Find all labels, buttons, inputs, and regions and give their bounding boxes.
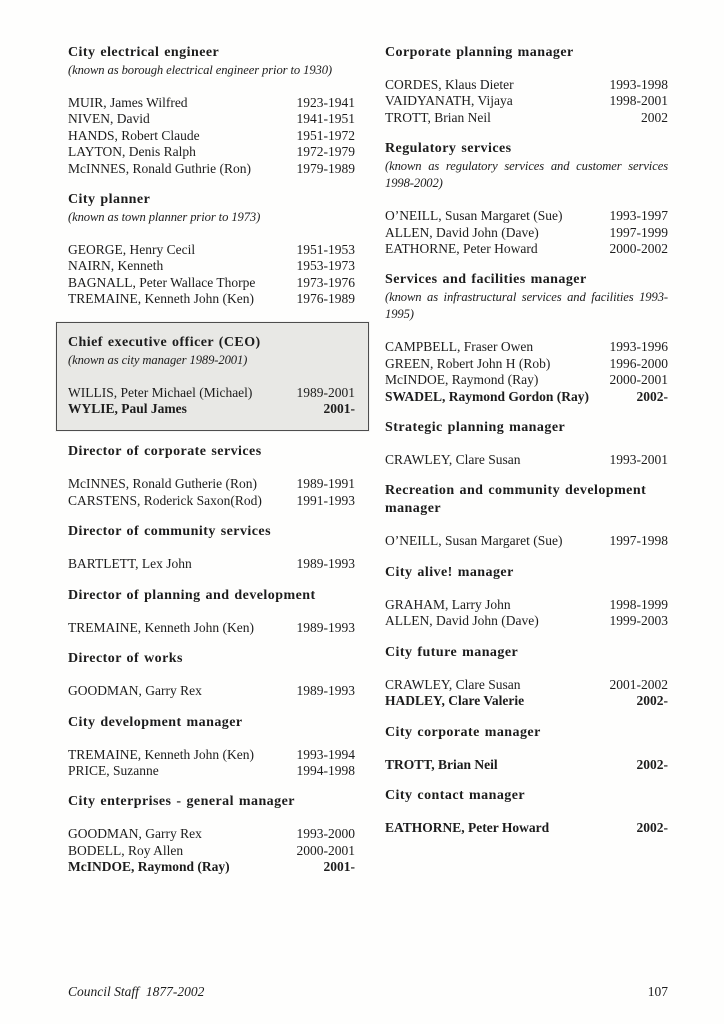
staff-entry [385,597,668,613]
staff-entry [68,843,355,859]
entries-list [68,242,355,308]
footer-book-title [68,984,204,1000]
section-note: (known as infrastructural services and facilities 1993-1995) [385,290,668,322]
staff-years: 1991-1993 [296,492,355,508]
section-title: City planner [68,192,151,208]
staff-years: 1972-1979 [296,144,355,160]
staff-entry [385,757,668,773]
section [68,650,355,699]
staff-years: 1979-1989 [296,160,355,176]
staff-name: EATHORNE, Peter Howard [385,241,538,257]
staff-years: 1951-1953 [296,242,355,258]
staff-name: GEORGE, Henry Cecil [68,242,196,258]
section [68,44,355,177]
section-title: City alive! manager [385,564,514,580]
staff-years: 1953-1973 [296,258,355,274]
staff-entry [385,452,668,468]
staff-name: WILLIS, Peter Michael (Michael) [68,384,253,400]
staff-name: BODELL, Roy Allen [68,842,184,858]
staff-name: CRAWLEY, Clare Susan [385,676,521,692]
staff-name: TREMAINE, Kenneth John (Ken) [68,619,254,635]
staff-entry [385,693,668,709]
entries-list [68,683,355,699]
staff-entry [385,372,668,388]
staff-years: 1989-1991 [296,476,355,492]
staff-entry [68,128,355,144]
staff-entry [68,258,355,274]
section-note: (known as borough electrical engineer prior to 1930) [68,63,333,77]
entries-list [385,77,668,126]
staff-name: McINNES, Ronald Gutherie (Ron) [68,476,257,492]
column-right [385,44,668,890]
staff-name: ALLEN, David John (Dave) [385,613,539,629]
staff-name: HANDS, Robert Claude [68,127,200,143]
staff-entry [68,161,355,177]
staff-entry [385,820,668,836]
staff-name: O’NEILL, Susan Margaret (Sue) [385,208,563,224]
staff-name: NAIRN, Kenneth [68,258,164,274]
staff-name: McINDOE, Raymond (Ray) [68,859,230,875]
staff-name: CORDES, Klaus Dieter [385,77,514,92]
staff-years: 1993-2001 [609,452,668,468]
staff-name: TREMAINE, Kenneth John (Ken) [68,291,254,307]
staff-years: 1997-1998 [609,533,668,549]
section-title: Recreation and community development manager [385,483,647,517]
staff-entry [68,242,355,258]
staff-name: BARTLETT, Lex John [68,556,192,572]
entries-list [385,208,668,257]
staff-name: CARSTENS, Roderick Saxon(Rod) [68,492,262,508]
section-title: Strategic planning manager [385,420,566,436]
section-title: Director of community services [68,524,271,540]
section-title: City enterprises - general manager [68,794,295,810]
staff-name: GREEN, Robert John H (Rob) [385,355,551,371]
staff-name: CAMPBELL, Fraser Owen [385,339,534,355]
entries-list [68,620,355,636]
section [385,482,668,549]
staff-entry [68,401,355,417]
section-title: Director of planning and development [68,587,316,603]
staff-name: TREMAINE, Kenneth John (Ken) [68,746,254,762]
staff-years: 1989-1993 [296,683,355,699]
staff-years: 1993-1998 [609,77,668,92]
staff-entry [385,225,668,241]
section [385,271,668,405]
staff-entry [385,93,668,109]
staff-entry [385,356,668,372]
staff-years: 1941-1951 [296,111,355,127]
staff-years: 2000-2002 [609,241,668,257]
section [385,44,668,126]
staff-name: WYLIE, Paul James [68,401,187,417]
section [68,793,355,875]
staff-entry [68,620,355,636]
staff-years: 1993-1996 [609,339,668,355]
staff-entry [385,77,668,93]
staff-entry [385,389,668,405]
entries-list [68,556,355,572]
staff-name: GOODMAN, Garry Rex [68,683,202,699]
staff-years: 1994-1998 [296,762,355,778]
staff-years: 2002- [636,693,668,709]
staff-years: 1989-2001 [296,384,355,400]
section-title: Chief executive officer (CEO) [68,334,261,350]
section [68,191,355,308]
staff-name: EATHORNE, Peter Howard [385,819,550,835]
footer [68,984,668,1000]
staff-name: PRICE, Suzanne [68,762,159,778]
section [68,443,355,509]
staff-entry [385,613,668,629]
staff-name: NIVEN, David [68,111,150,127]
staff-entry [68,826,355,842]
staff-name: HADLEY, Clare Valerie [385,693,525,709]
staff-entry [68,763,355,779]
staff-entry [68,556,355,572]
section [385,787,668,836]
staff-entry [68,144,355,160]
staff-years: 1998-2001 [609,93,668,109]
entries-list [385,677,668,710]
staff-years: 1997-1999 [609,224,668,240]
section-note: (known as regulatory services and customer services 1998-2002) [385,159,668,191]
staff-years: 1923-1941 [296,95,355,110]
entries-list [68,385,355,418]
entries-list [385,533,668,549]
staff-entry [68,683,355,699]
staff-entry [68,291,355,307]
entries-list [68,747,355,780]
staff-years: 2001- [323,859,355,875]
staff-entry [68,111,355,127]
section-title: City development manager [68,714,243,730]
page-number: 107 [647,984,668,999]
staff-name: ALLEN, David John (Dave) [385,224,539,240]
section [385,724,668,773]
section [385,564,668,630]
footer-title-text: Council Staff [68,984,139,999]
staff-years: 1998-1999 [609,596,668,612]
staff-entry [385,533,668,549]
entries-list [68,826,355,875]
section-title: Director of works [68,651,183,667]
staff-name: SWADEL, Raymond Gordon (Ray) [385,388,590,404]
section [385,644,668,710]
section-title: City corporate manager [385,724,541,740]
staff-name: GOODMAN, Garry Rex [68,826,202,842]
staff-entry [68,275,355,291]
section [68,523,355,572]
staff-name: TROTT, Brian Neil [385,756,498,772]
staff-entry [385,241,668,257]
column-left [68,44,355,890]
staff-name: TROTT, Brian Neil [385,109,491,125]
section [68,714,355,780]
staff-name: BAGNALL, Peter Wallace Thorpe [68,274,256,290]
section [385,419,668,468]
staff-years: 1993-1997 [609,208,668,224]
staff-years: 1999-2003 [609,613,668,629]
section [68,587,355,636]
section-title: Director of corporate services [68,444,262,460]
entries-list [68,476,355,509]
section-title: City contact manager [385,787,526,803]
staff-entry [68,747,355,763]
staff-entry [68,493,355,509]
entries-list [385,339,668,405]
section-title: Regulatory services [385,141,512,157]
section-note: (known as city manager 1989-2001) [68,352,248,367]
staff-years: 1993-2000 [296,826,355,842]
section-highlighted [56,322,369,432]
staff-years: 1951-1972 [296,127,355,143]
staff-name: McINDOE, Raymond (Ray) [385,372,539,388]
entries-list [68,95,355,177]
section-title: Services and facilities manager [385,272,587,288]
staff-entry [68,385,355,401]
entries-list [385,820,668,836]
staff-name: CRAWLEY, Clare Susan [385,452,521,468]
staff-years: 2002- [636,819,668,835]
staff-years: 2002- [636,756,668,772]
footer-years-text: 1877-2002 [145,984,205,999]
staff-years: 2000-2001 [609,372,668,388]
staff-name: VAIDYANATH, Vijaya [385,93,513,109]
staff-entry [68,476,355,492]
staff-name: GRAHAM, Larry John [385,596,511,612]
staff-name: McINNES, Ronald Guthrie (Ron) [68,160,251,176]
staff-entry [385,677,668,693]
columns [68,44,668,890]
entries-list [385,597,668,630]
staff-name: O’NEILL, Susan Margaret (Sue) [385,533,563,549]
section [385,140,668,257]
staff-years: 2001- [323,401,355,417]
staff-entry [385,339,668,355]
staff-years: 2002 [641,109,668,125]
staff-years: 1989-1993 [296,619,355,635]
staff-name: MUIR, James Wilfred [68,95,188,110]
section-note: (known as town planner prior to 1973) [68,210,261,225]
staff-years: 1996-2000 [609,355,668,371]
staff-years: 2002- [636,388,668,404]
staff-name: LAYTON, Denis Ralph [68,144,196,160]
entries-list [385,452,668,468]
section-title: Corporate planning manager [385,45,574,60]
staff-years: 1976-1989 [296,291,355,307]
staff-years: 2001-2002 [609,676,668,692]
section-title: City electrical engineer [68,45,220,60]
staff-entry [68,859,355,875]
staff-entry [385,110,668,126]
staff-years: 2000-2001 [296,842,355,858]
section-title: City future manager [385,644,519,660]
staff-years: 1973-1976 [296,274,355,290]
staff-entry [385,208,668,224]
staff-years: 1989-1993 [296,556,355,572]
staff-entry [68,95,355,111]
entries-list [385,757,668,773]
staff-years: 1993-1994 [296,746,355,762]
